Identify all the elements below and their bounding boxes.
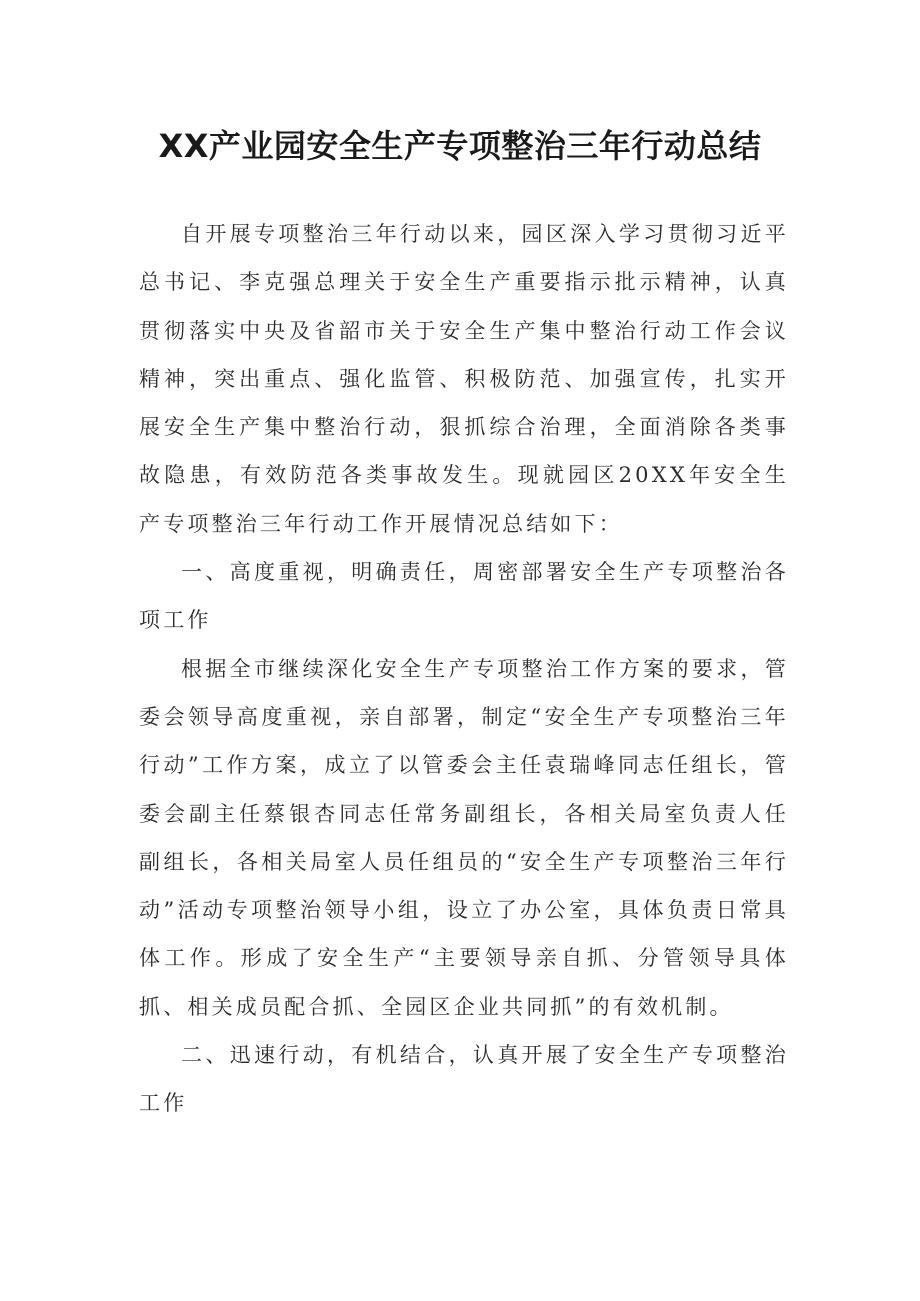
- intro-paragraph: 自开展专项整治三年行动以来，园区深入学习贯彻习近平总书记、李克强总理关于安全生产重要指示批示精神，认真贯彻落实中央及省韶市关于安全生产集中整治行动工作会议精神，突出重点、强化监管、积极防范、加强宣传，扎实开展安全生产集中整治行动，狠抓综合治理，全面消除各类事故隐患，有效防范各类事故发生。现就园区20XX年安全生产专项整治三年行动工作开展情况总结如下：: [139, 222, 789, 536]
- section-heading-1: 一、高度重视，明确责任，周密部署安全生产专项整治各项工作: [139, 560, 789, 633]
- section-1-paragraph: 根据全市继续深化安全生产专项整治工作方案的要求，管委会领导高度重视，亲自部署，制定“安全生产专项整治三年行动”工作方案，成立了以管委会主任袁瑞峰同志任组长，管委会副主任蔡银杏同志任常务副组长，各相关局室负责人任副组长，各相关局室人员任组员的“安全生产专项整治三年行动”活动专项整治领导小组，设立了办公室，具体负责日常具体工作。形成了安全生产“主要领导亲自抓、分管领导具体抓、相关成员配合抓、全园区企业共同抓”的有效机制。: [139, 656, 789, 1019]
- document-title: XX产业园安全生产专项整治三年行动总结: [158, 127, 762, 165]
- document-body: [139, 210, 789, 1128]
- section-heading-2: 二、迅速行动，有机结合，认真开展了安全生产专项整治工作: [139, 1043, 789, 1116]
